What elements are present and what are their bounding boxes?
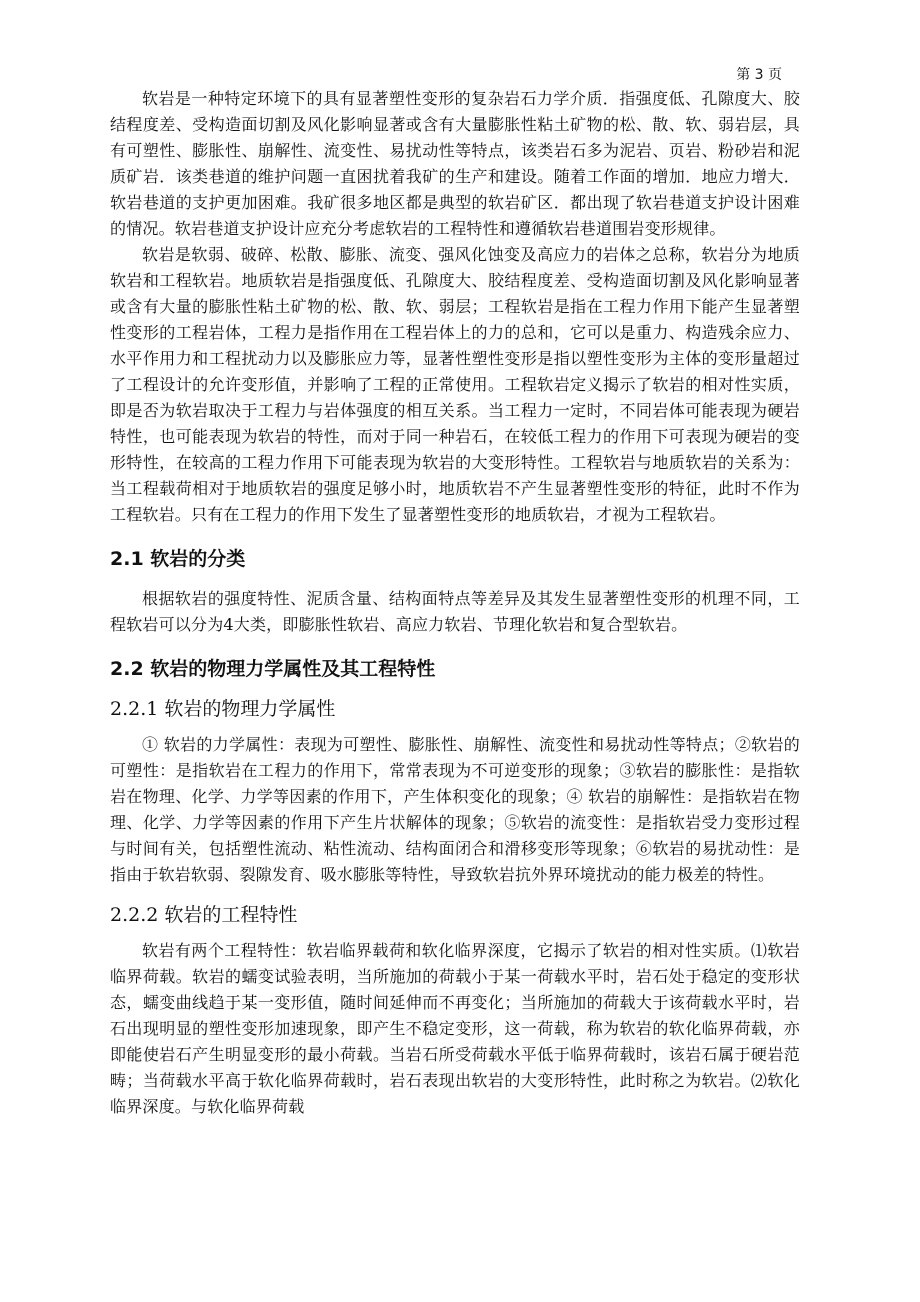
paragraph-physical-properties: ① 软岩的力学属性：表现为可塑性、膨胀性、崩解性、流变性和易扰动性等特点；②软岩的可塑性：是指软岩在工程力的作用下，常常表现为不可逆变形的现象；③软岩的膨胀性：是指软岩在物理、化学、力学等因素的作用下，产生体积变化的现象；④ 软岩的崩解性：是指软岩在物理、化学、力学等因素的作用下产生片状解体的现象；⑤软岩的流变性：是指软岩受力变形过程与时间有关，包括塑性流动、粘性流动、结构面闭合和滑移变形等现象；⑥软岩的易扰动性：是指由于软岩软弱、裂隙发育、吸水膨胀等特性，导致软岩抗外界环境扰动的能力极差的特性。: [110, 735, 800, 884]
heading-2-1: 2.1 软岩的分类: [110, 548, 246, 570]
paragraph-classification: 根据软岩的强度特性、泥质含量、结构面特点等差异及其发生显著塑性变形的机理不同，工程软岩可以分为4大类，即膨胀性软岩、高应力软岩、节理化软岩和复合型软岩。: [110, 589, 800, 634]
document-body: [110, 86, 800, 1120]
paragraph-engineering-properties: 软岩有两个工程特性：软岩临界载荷和软化临界深度，它揭示了软岩的相对性实质。⑴软岩临界荷载。软岩的蠕变试验表明，当所施加的荷载小于某一荷载水平时，岩石处于稳定的变形状态，蠕变曲线趋于某一变形值，随时间延伸而不再变化；当所施加的荷载大于该荷载水平时，岩石出现明显的塑性变形加速现象，即产生不稳定变形，这一荷载，称为软岩的软化临界荷载，亦即能使岩石产生明显变形的最小荷载。当岩石所受荷载水平低于临界荷载时，该岩石属于硬岩范畴；当荷载水平高于软化临界荷载时，岩石表现出软岩的大变形特性，此时称之为软岩。⑵软化临界深度。与软化临界荷载: [110, 941, 800, 1116]
page-number: 第 3 页: [736, 67, 782, 83]
heading-2-2-2: 2.2.2 软岩的工程特性: [110, 904, 298, 926]
heading-2-2: 2.2 软岩的物理力学属性及其工程特性: [110, 658, 436, 680]
paragraph-soft-rock-types: 软岩是软弱、破碎、松散、膨胀、流变、强风化蚀变及高应力的岩体之总称，软岩分为地质软岩和工程软岩。地质软岩是指强度低、孔隙度大、胶结程度差、受构造面切割及风化影响显著或含有大量的膨胀性粘土矿物的松、散、软、弱层；工程软岩是指在工程力作用下能产生显著塑性变形的工程岩体，工程力是指作用在工程岩体上的力的总和，它可以是重力、构造残余应力、水平作用力和工程扰动力以及膨胀应力等，显著性塑性变形是指以塑性变形为主体的变形量超过了工程设计的允许变形值，并影响了工程的正常使用。工程软岩定义揭示了软岩的相对性实质，即是否为软岩取决于工程力与岩体强度的相互关系。当工程力一定时，不同岩体可能表现为硬岩特性，也可能表现为软岩的特性，而对于同一种岩石，在较低工程力的作用下可表现为硬岩的变形特性，在较高的工程力作用下可能表现为软岩的大变形特性。工程软岩与地质软岩的关系为：当工程载荷相对于地质软岩的强度足够小时，地质软岩不产生显著塑性变形的特征，此时不作为工程软岩。只有在工程力的作用下发生了显著塑性变形的地质软岩，才视为工程软岩。: [110, 245, 800, 524]
heading-2-2-1: 2.2.1 软岩的物理力学属性: [110, 698, 336, 720]
paragraph-soft-rock-definition: 软岩是一种特定环境下的具有显著塑性变形的复杂岩石力学介质．指强度低、孔隙度大、胶结程度差、受构造面切割及风化影响显著或含有大量膨胀性粘土矿物的松、散、软、弱岩层，具有可塑性、膨胀性、崩解性、流变性、易扰动性等特点，该类岩石多为泥岩、页岩、粉砂岩和泥质矿岩．该类巷道的维护问题一直困扰着我矿的生产和建设。随着工作面的增加．地应力增大．软岩巷道的支护更加困难。我矿很多地区都是典型的软岩矿区．都出现了软岩巷道支护设计困难的情况。软岩巷道支护设计应充分考虑软岩的工程特性和遵循软岩巷道围岩变形规律。: [110, 89, 800, 238]
